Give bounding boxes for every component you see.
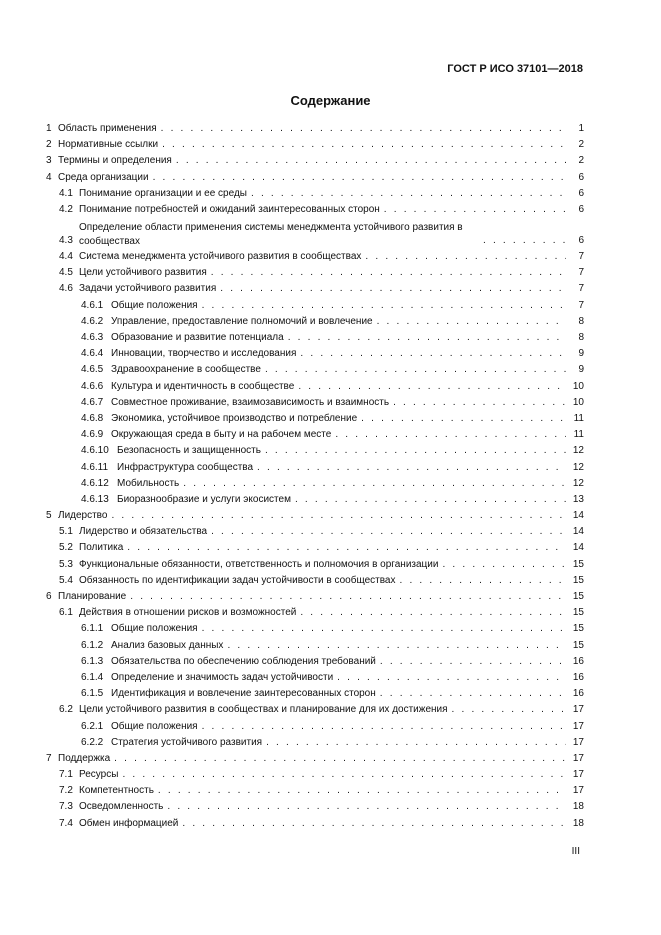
toc-entry-number: 7.4	[59, 817, 73, 829]
toc-entry[interactable]	[46, 670, 584, 686]
toc-entry-number: 5.2	[59, 542, 73, 554]
toc-entry[interactable]	[46, 735, 584, 751]
toc-entry-title: Термины и определения	[58, 155, 172, 167]
toc-entry[interactable]	[46, 702, 584, 718]
dot-leader	[122, 767, 566, 783]
toc-entry-title: Обмен информацией	[79, 817, 179, 829]
toc-entry-title: Цели устойчивого развития	[79, 267, 207, 279]
dot-leader	[365, 249, 566, 265]
toc-entry-page: 9	[578, 364, 584, 376]
toc-entry-page: 9	[578, 348, 584, 360]
dot-leader	[452, 702, 566, 718]
page-title: Содержание	[290, 93, 371, 108]
dot-leader	[176, 153, 566, 169]
toc-entry-number: 4.6.5	[81, 364, 104, 376]
toc-entry[interactable]	[46, 249, 584, 265]
toc-entry-title: Определение области применения системы менеджмента устойчивого развития в сообществах	[79, 222, 463, 248]
dot-leader	[167, 799, 566, 815]
toc-entry[interactable]	[46, 589, 584, 605]
toc-entry-page: 15	[572, 574, 584, 586]
toc-entry[interactable]	[46, 508, 584, 524]
toc-entry-number: 6.1	[59, 607, 73, 619]
toc-entry-number: 4	[46, 171, 52, 183]
toc-entry-title: Экономика, устойчивое производство и потребление	[111, 412, 358, 424]
toc-entry-number: 4.6.8	[81, 412, 104, 424]
toc-entry-number: 6.2.2	[81, 736, 104, 748]
toc-entry-number: 4.6.12	[81, 477, 109, 489]
toc-entry-page: 14	[572, 526, 584, 538]
dot-leader	[265, 443, 566, 459]
toc-entry[interactable]	[46, 492, 584, 508]
toc-entry-number: 5.3	[59, 558, 73, 570]
toc-entry[interactable]	[46, 379, 584, 395]
toc-entry[interactable]	[46, 186, 584, 202]
toc-entry[interactable]	[46, 265, 584, 281]
toc-entry-title: Стратегия устойчивого развития	[111, 736, 263, 748]
toc-entry-title: Обязательства по обеспечению соблюдения требований	[111, 655, 376, 667]
toc-entry-number: 5.4	[59, 574, 73, 586]
dot-leader	[211, 265, 566, 281]
toc-entry-page: 8	[578, 315, 584, 327]
toc-entry-number: 4.2	[59, 203, 73, 215]
toc-entry-page: 14	[572, 542, 584, 554]
toc-entry-title: Управление, предоставление полномочий и вовлечение	[111, 315, 373, 327]
toc-entry-number: 4.6	[59, 283, 73, 295]
dot-leader	[384, 202, 566, 218]
dot-leader	[162, 137, 566, 153]
toc-entry-number: 4.6.9	[81, 429, 104, 441]
toc-entry-page: 18	[572, 817, 584, 829]
toc-entry-title: Поддержка	[58, 752, 111, 764]
toc-entry[interactable]	[46, 686, 584, 702]
dot-leader	[298, 379, 566, 395]
toc-entry-page: 12	[572, 477, 584, 489]
toc-entry-title: Общие положения	[111, 720, 198, 732]
toc-entry-title: Ресурсы	[79, 769, 119, 781]
toc-entry-title: Планирование	[58, 591, 127, 603]
dot-leader	[300, 605, 566, 621]
dot-leader	[114, 751, 566, 767]
toc-entry-number: 4.6.11	[81, 461, 109, 473]
toc-entry-number: 7.2	[59, 785, 73, 797]
dot-leader	[251, 186, 566, 202]
toc-entry-page: 7	[578, 251, 584, 263]
toc-entry-title: Политика	[79, 542, 124, 554]
dot-leader	[361, 411, 566, 427]
toc-entry-number: 4.5	[59, 267, 73, 279]
toc-entry-page: 8	[578, 332, 584, 344]
toc-entry-page: 10	[572, 396, 584, 408]
toc-entry-title: Инновации, творчество и исследования	[111, 348, 297, 360]
toc-entry-page: 16	[572, 671, 584, 683]
toc-entry-title: Идентификация и вовлечение заинтересованных сторон	[111, 688, 376, 700]
dot-leader	[182, 816, 566, 832]
dot-leader	[202, 621, 566, 637]
toc-entry-title: Понимание организации и ее среды	[79, 187, 247, 199]
toc-entry[interactable]	[46, 621, 584, 637]
toc-entry-title: Общие положения	[111, 623, 198, 635]
toc-entry[interactable]	[46, 395, 584, 411]
dot-leader	[300, 346, 566, 362]
toc-entry-page: 12	[572, 461, 584, 473]
toc-entry-number: 6.1.2	[81, 639, 104, 651]
toc-entry-title: Обязанность по идентификации задач устойчивости в сообществах	[79, 574, 396, 586]
dot-leader	[211, 524, 566, 540]
toc-entry-title: Общие положения	[111, 299, 198, 311]
toc-entry-title: Область применения	[58, 122, 157, 134]
toc-entry[interactable]	[46, 541, 584, 557]
toc-entry-title: Среда организации	[58, 171, 149, 183]
toc-entry-page: 17	[572, 720, 584, 732]
toc-entry-title: Нормативные ссылки	[58, 139, 159, 151]
toc-entry-number: 4.6.6	[81, 380, 104, 392]
dot-leader	[266, 735, 566, 751]
dot-leader	[127, 540, 566, 556]
toc-entry-title: Функциональные обязанности, ответственность и полномочия в организации	[79, 558, 439, 570]
toc-entry-number: 4.3	[59, 234, 73, 246]
dot-leader	[380, 686, 566, 702]
page-number: III	[571, 846, 580, 857]
dot-leader	[257, 460, 566, 476]
dot-leader	[380, 654, 566, 670]
dot-leader	[158, 783, 566, 799]
dot-leader	[130, 589, 566, 605]
toc-entry[interactable]	[46, 476, 584, 492]
toc-entry-title: Безопасность и защищенность	[117, 445, 261, 457]
toc-entry[interactable]	[46, 218, 584, 249]
toc-entry-page: 13	[572, 493, 584, 505]
toc-entry[interactable]	[46, 443, 584, 459]
toc-entry-page: 2	[578, 155, 584, 167]
toc-entry-title: Совместное проживание, взаимозависимость и взаимность	[111, 396, 390, 408]
toc-entry-number: 6.1.4	[81, 671, 104, 683]
dot-leader	[265, 362, 566, 378]
toc-entry-page: 17	[572, 752, 584, 764]
dot-leader	[153, 170, 566, 186]
toc-entry[interactable]	[46, 816, 584, 832]
toc-entry[interactable]	[46, 783, 584, 799]
toc-entry[interactable]	[46, 170, 584, 186]
dot-leader	[183, 476, 566, 492]
dot-leader	[295, 492, 566, 508]
toc-entry-number: 4.4	[59, 251, 73, 263]
toc-entry-page: 15	[572, 591, 584, 603]
toc-entry[interactable]	[46, 282, 584, 298]
toc-entry-title: Биоразнообразие и услуги экосистем	[117, 493, 291, 505]
toc-entry-page: 15	[572, 623, 584, 635]
toc-entry-page: 7	[578, 299, 584, 311]
toc-entry-number: 6.1.3	[81, 655, 104, 667]
dot-leader	[442, 557, 566, 573]
toc-entry-number: 3	[46, 155, 52, 167]
toc-entry-title: Осведомленность	[79, 801, 164, 813]
toc-entry[interactable]	[46, 202, 584, 218]
toc-entry[interactable]	[46, 330, 584, 346]
dot-leader	[288, 330, 566, 346]
toc-entry-number: 4.6.2	[81, 315, 104, 327]
dot-leader	[161, 121, 566, 137]
toc-entry-number: 1	[46, 122, 52, 134]
toc-entry-page: 11	[573, 429, 584, 441]
toc-entry[interactable]	[46, 121, 584, 137]
toc-entry-number: 7	[46, 752, 52, 764]
toc-entry[interactable]	[46, 427, 584, 443]
toc-entry-number: 4.6.10	[81, 445, 109, 457]
toc-entry-number: 6.2.1	[81, 720, 104, 732]
toc-entry-number: 6.1.1	[81, 623, 104, 635]
toc-entry-title: Здравоохранение в сообществе	[111, 364, 261, 376]
toc-entry-page: 10	[572, 380, 584, 392]
toc-entry-number: 6.1.5	[81, 688, 104, 700]
dot-leader	[227, 638, 566, 654]
dot-leader	[202, 298, 566, 314]
dot-leader	[337, 670, 566, 686]
toc-entry-page: 18	[572, 801, 584, 813]
toc-entry[interactable]	[46, 557, 584, 573]
toc-entry-page: 15	[572, 639, 584, 651]
toc-entry-page: 15	[572, 607, 584, 619]
toc-entry-title: Лидерство	[58, 510, 108, 522]
toc-entry[interactable]	[46, 751, 584, 767]
toc-entry-number: 4.6.13	[81, 493, 109, 505]
toc-entry-title: Цели устойчивого развития в сообществах и планирование для их достижения	[79, 704, 448, 716]
toc-entry-number: 5	[46, 510, 52, 522]
dot-leader	[111, 508, 566, 524]
toc-entry-page: 17	[572, 785, 584, 797]
toc-entry-page: 2	[578, 139, 584, 151]
dot-leader	[377, 314, 566, 330]
toc-entry[interactable]	[46, 153, 584, 169]
toc-entry[interactable]	[46, 314, 584, 330]
toc-entry-number: 6	[46, 591, 52, 603]
toc-entry-number: 6.2	[59, 704, 73, 716]
toc-entry-page: 17	[572, 704, 584, 716]
toc-entry-title: Компетентность	[79, 785, 154, 797]
toc-entry-page: 6	[578, 171, 584, 183]
toc-entry-title: Понимание потребностей и ожиданий заинтересованных сторон	[79, 203, 380, 215]
toc-entry-number: 5.1	[59, 526, 73, 538]
toc-entry-title: Культура и идентичность в сообществе	[111, 380, 295, 392]
toc-entry-number: 7.3	[59, 801, 73, 813]
toc-entry[interactable]	[46, 524, 584, 540]
toc-entry[interactable]	[46, 654, 584, 670]
toc-entry-page: 12	[572, 445, 584, 457]
toc-entry-page: 16	[572, 688, 584, 700]
toc-entry-page: 7	[578, 283, 584, 295]
toc-entry-page: 7	[578, 267, 584, 279]
toc-entry-title: Окружающая среда в быту и на рабочем месте	[111, 429, 332, 441]
dot-leader	[202, 719, 566, 735]
dot-leader	[393, 395, 566, 411]
toc-entry-title: Задачи устойчивого развития	[79, 283, 217, 295]
toc-entry-title: Определение и значимость задач устойчивости	[111, 671, 334, 683]
toc-entry[interactable]	[46, 719, 584, 735]
toc-entry-number: 4.6.7	[81, 396, 104, 408]
document-code: ГОСТ Р ИСО 37101—2018	[447, 63, 583, 75]
toc-entry-page: 11	[573, 412, 584, 424]
toc-entry-page: 6	[578, 187, 584, 199]
toc-entry[interactable]	[46, 800, 584, 816]
dot-leader	[335, 427, 566, 443]
toc-entry-title: Инфраструктура сообщества	[117, 461, 254, 473]
toc-entry-title: Анализ базовых данных	[111, 639, 224, 651]
toc-entry-page: 17	[572, 736, 584, 748]
toc-entry[interactable]	[46, 638, 584, 654]
toc-entry[interactable]	[46, 362, 584, 378]
toc-entry[interactable]	[46, 346, 584, 362]
toc-entry[interactable]	[46, 605, 584, 621]
dot-leader	[399, 573, 566, 589]
table-of-contents	[46, 121, 584, 832]
toc-entry-number: 4.6.4	[81, 348, 104, 360]
dot-leader	[220, 281, 566, 297]
toc-entry-page: 17	[572, 769, 584, 781]
toc-entry-title: Система менеджмента устойчивого развития в сообществах	[79, 251, 362, 263]
toc-entry-number: 2	[46, 139, 52, 151]
toc-entry-page: 15	[572, 558, 584, 570]
toc-entry[interactable]	[46, 298, 584, 314]
toc-entry-title: Лидерство и обязательства	[79, 526, 208, 538]
toc-entry[interactable]	[46, 460, 584, 476]
toc-entry-number: 4.1	[59, 187, 73, 199]
toc-entry-number: 4.6.3	[81, 332, 104, 344]
toc-entry[interactable]	[46, 137, 584, 153]
toc-entry-page: 6	[578, 234, 584, 246]
toc-entry-title: Действия в отношении рисков и возможностей	[79, 607, 297, 619]
toc-entry-title: Мобильность	[117, 477, 180, 489]
toc-entry[interactable]	[46, 411, 584, 427]
toc-entry[interactable]	[46, 573, 584, 589]
toc-entry-number: 4.6.1	[81, 299, 104, 311]
toc-entry-page: 6	[578, 203, 584, 215]
toc-entry-page: 16	[572, 655, 584, 667]
toc-entry-number: 7.1	[59, 769, 73, 781]
toc-entry[interactable]	[46, 767, 584, 783]
toc-entry-title: Образование и развитие потенциала	[111, 332, 284, 344]
toc-entry-page: 1	[578, 122, 584, 134]
dot-leader	[483, 233, 566, 249]
toc-entry-page: 14	[572, 510, 584, 522]
